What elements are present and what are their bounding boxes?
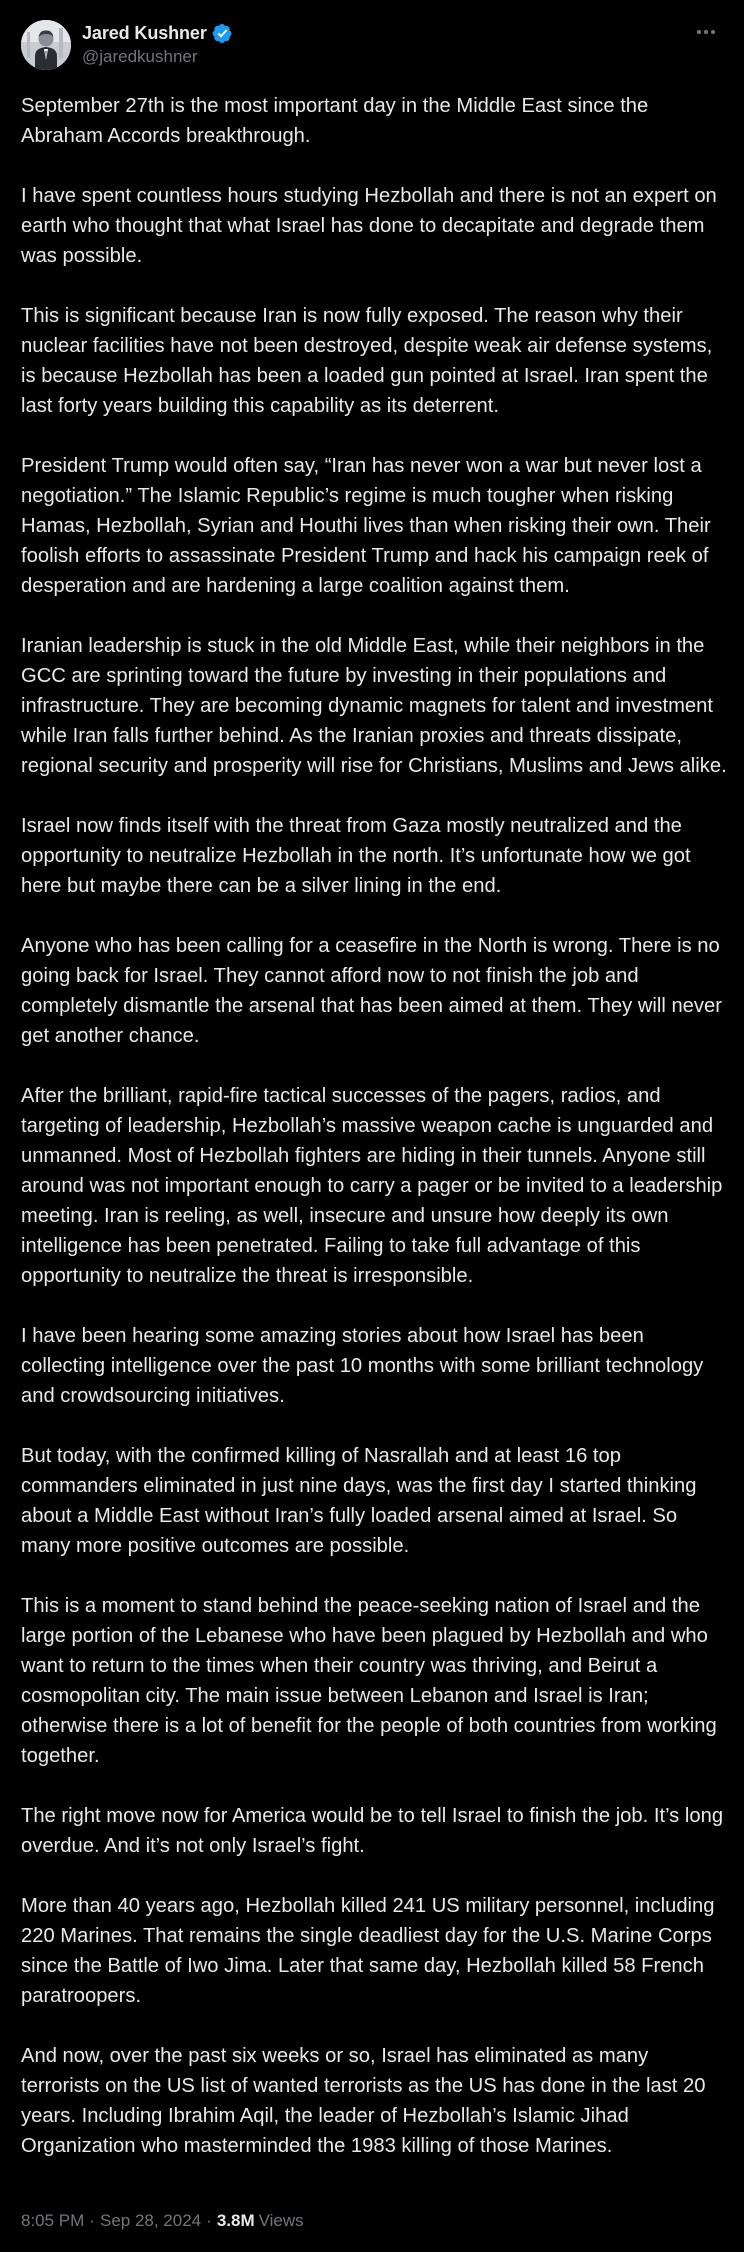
tweet-paragraph: After the brilliant, rapid-fire tactical successes of the pagers, radios, and targeting of leadership, Hezbollah’s massive weapon cache is unguarded and unmanned. Most of Hezbollah fighters are hiding in their tunnels. Anyone still around was not important enough to carry a pager or be invited to a leadership meeting. Iran is reeling, as well, insecure and unsure how deeply its own intelligence has been penetrated. Failing to take full advantage of this opportunity to neutralize the threat is irresponsible.	[21, 1085, 723, 1287]
post-date[interactable]: Sep 28, 2024	[99, 2211, 202, 2230]
tweet-paragraph: Israel now finds itself with the threat from Gaza mostly neutralized and the opportunity to neutralize Hezbollah in the north. It’s unfortunate how we got here but maybe there can be a silver lining in the end.	[21, 815, 691, 897]
author-identity	[82, 21, 233, 67]
more-options-icon	[704, 30, 708, 34]
tweet-paragraph: Anyone who has been calling for a ceasefire in the North is wrong. There is no going back for Israel. They cannot afford now to not finish the job and completely dismantle the arsenal that has been aimed at them. They will never get another chance.	[21, 935, 722, 1047]
tweet-paragraph: Iranian leadership is stuck in the old Middle East, while their neighbors in the GCC are sprinting toward the future by investing in their populations and infrastructure. They are becoming dynamic magnets for talent and investment while Iran falls further behind. As the Iranian proxies and threats dissipate, regional security and prosperity will rise for Christians, Muslims and Jews alike.	[21, 635, 727, 777]
tweet-text	[21, 91, 731, 2191]
verified-badge-icon[interactable]	[212, 23, 233, 44]
profile-photo	[21, 20, 71, 70]
tweet-paragraph: President Trump would often say, “Iran has never won a war but never lost a negotiation.” The Islamic Republic’s regime is much tougher when risking Hamas, Hezbollah, Syrian and Houthi lives than when risking their own. Their foolish efforts to assassinate President Trump and hack his campaign reek of desperation and are hardening a large coalition against them.	[21, 455, 711, 597]
tweet-paragraph: This is significant because Iran is now fully exposed. The reason why their nuclear facilities have not been destroyed, despite weak air defense systems, is because Hezbollah has been a loaded gun pointed at Israel. Iran spent the last forty years building this capability as its deterrent.	[21, 305, 713, 417]
tweet-paragraph: The right move now for America would be to tell Israel to finish the job. It’s long overdue. And it’s not only Israel’s fight.	[21, 1805, 724, 1857]
more-options-button[interactable]	[691, 20, 721, 44]
views-count[interactable]: 3.8M	[216, 2211, 255, 2230]
tweet-paragraph: I have been hearing some amazing stories about how Israel has been collecting intelligence over the past 10 months with some brilliant technology and crowdsourcing initiatives.	[21, 1325, 704, 1407]
tweet-paragraph: More than 40 years ago, Hezbollah killed 241 US military personnel, including 220 Marines. That remains the single deadliest day for the U.S. Marine Corps since the Battle of Iwo Jima. Later that same day, Hezbollah killed 58 French paratroopers.	[21, 1895, 715, 2007]
tweet-paragraph: And now, over the past six weeks or so, Israel has eliminated as many terrorists on the US list of wanted terrorists as the US has done in the last 20 years. Including Ibrahim Aqil, the leader of Hezbollah’s Islamic Jihad Organization who masterminded the 1983 killing of those Marines.	[21, 2045, 706, 2157]
author-handle[interactable]: @jaredkushner	[82, 47, 198, 66]
author-display-name[interactable]: Jared Kushner	[82, 22, 207, 43]
views-label: Views	[258, 2211, 304, 2230]
tweet-paragraph: This is a moment to stand behind the peace-seeking nation of Israel and the large portion of the Lebanese who have been plagued by Hezbollah and who want to return to the times when their country was thriving, and Beirut a cosmopolitan city. The main issue between Lebanon and Israel is Iran; otherwise there is a lot of benefit for the people of both countries from working together.	[21, 1595, 717, 1767]
more-options-icon	[711, 30, 715, 34]
avatar[interactable]	[21, 20, 71, 70]
meta-separator: ·	[89, 2211, 95, 2230]
meta-separator: ·	[206, 2211, 212, 2230]
tweet-paragraph: I have spent countless hours studying Hezbollah and there is not an expert on earth who thought that what Israel has done to decapitate and degrade them was possible.	[21, 185, 717, 267]
post-time[interactable]: 8:05 PM	[21, 2211, 85, 2230]
more-options-icon	[697, 30, 701, 34]
tweet-paragraph: But today, with the confirmed killing of Nasrallah and at least 16 top commanders eliminated in just nine days, was the first day I started thinking about a Middle East without Iran’s fully loaded arsenal aimed at Israel. So many more positive outcomes are possible.	[21, 1445, 697, 1557]
tweet-meta	[21, 2209, 304, 2233]
tweet-paragraph: September 27th is the most important day in the Middle East since the Abraham Accords breakthrough.	[21, 95, 649, 147]
name-row	[82, 21, 233, 45]
tweet-header	[21, 0, 723, 75]
